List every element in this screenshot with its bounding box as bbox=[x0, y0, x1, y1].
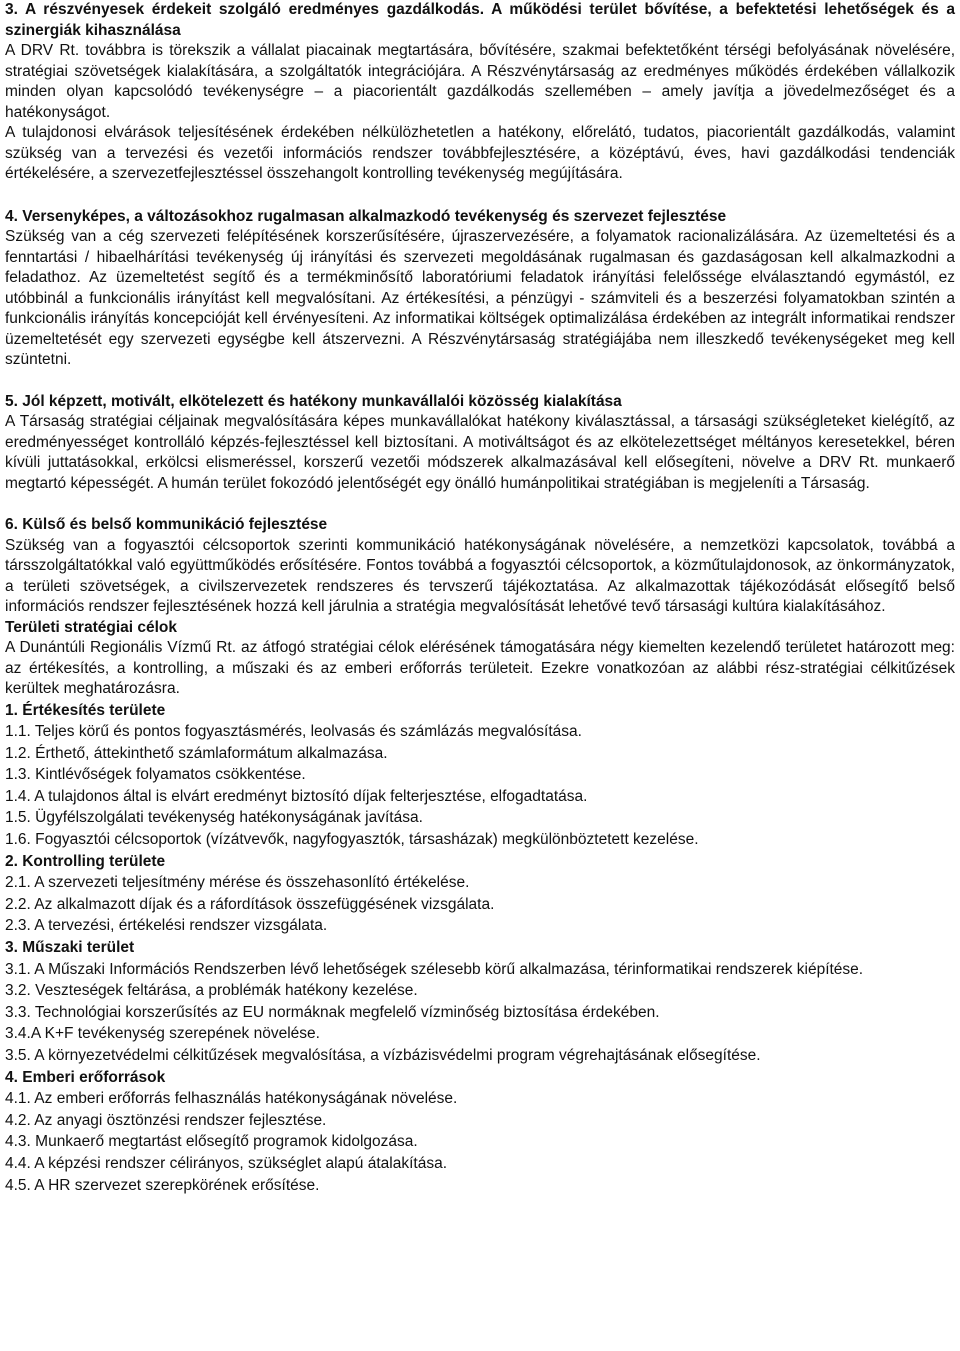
section-6-body: Szükség van a fogyasztói célcsoportok szerinti kommunikáció hatékonyságának növelésére, a nemzetközi kapcsolatok, továbbá a társszolgáltatókkal való együttműködés erősítésére. Fontos továbbá a fogyasztói célcsoportok, a közműtulajdonosok, az önkormányzatok, a területi szövetségek, a civilszervezetek rendszeres és tervszerű tájékoztatása. Az alkalmazottak tájékozódását elősegítő belső információs rendszer fejlesztésének hozzá kell járulnia a stratégia megvalósítását lehetővé tevő társasági kultúra kialakításához. bbox=[5, 536, 955, 615]
spacer bbox=[5, 371, 955, 392]
section-4-body: Szükség van a cég szervezeti felépítésének korszerűsítésére, újraszervezésére, a folyamatok racionalizálására. Az üzemeltetési és a fenntartási / hibaelhárítási tevékenység új irányítási és szervezeti megoldásának rugalmasan és gazdaságosan kell alkalmazkodni a feladathoz. Az üzemeltetést segítő és a termékminősítő laboratóriumi feladatok irányítási felelőssége elválasztandó egymástól, ez utóbbinál a funkcionális irányítást kell megvalósítani. Az értékesítési, a pénzügyi - számviteli és a beszerzési folyamatokban szintén a funkcionális irányítás koncepcióját kell érvényesíteni. Az informatikai költségek optimalizálása érdekében az integrált informatikai rendszer üzemeltetését egy szervezeti egységbe kell átszervezni. A Részvénytársaság stratégiájába nem illeszkedő tevékenységeket meg kell szüntetni. bbox=[5, 228, 955, 368]
list-item: 1.4. A tulajdonos által is elvárt eredményt biztosító díjak felterjesztése, elfogadtatása. bbox=[5, 787, 588, 805]
area-title: 4. Emberi erőforrások bbox=[5, 1068, 166, 1086]
section-3-body-2: A tulajdonosi elvárások teljesítésének érdekében nélkülözhetetlen a hatékony, előrelátó, tudatos, piacorientált gazdálkodás, valamint szükség van a tervezési és vezetői információs rendszer továbbfejlesztésére, a középtávú, éves, havi gazdálkodási tendenciák értékelésére, a szervezetfejlesztéssel összehangolt kontrolling tevékenység megújítására. bbox=[5, 124, 955, 182]
section-3-body: A DRV Rt. továbbra is törekszik a vállalat piacainak megtartására, bővítésére, szakmai befektetőként térségi befolyásának növelésére, stratégiai szövetségek kialakítására, a szolgáltatók integrációjára. A Részvénytársaság az eredményes működés érdekében vállalkozik minden olyan kapcsolódó tevékenységre – a piacorientált gazdálkodás szellemében – amely javítja a jövedelmezőséget és a hatékonyságot. bbox=[5, 42, 955, 121]
list-item: 1.5. Ügyfélszolgálati tevékenység hatékonyságának javítása. bbox=[5, 809, 423, 827]
list-item: 4.5. A HR szervezet szerepkörének erősítése. bbox=[5, 1176, 320, 1194]
list-item: 2.3. A tervezési, értékelési rendszer vizsgálata. bbox=[5, 917, 328, 935]
territorial-heading: Területi stratégiai célok bbox=[5, 618, 177, 636]
list-item: 2.2. Az alkalmazott díjak és a ráfordítások összefüggésének vizsgálata. bbox=[5, 895, 495, 913]
area-title: 2. Kontrolling területe bbox=[5, 852, 166, 870]
list-item: 3.4.A K+F tevékenység szerepének növelése. bbox=[5, 1025, 320, 1043]
section-3-heading: 3. A részvényesek érdekeit szolgáló eredményes gazdálkodás. A működési terület bővítése, a befektetési lehetőségek és a szinergiák kihasználása bbox=[5, 1, 955, 39]
spacer bbox=[5, 185, 955, 207]
list-item: 4.4. A képzési rendszer célirányos, szükséglet alapú átalakítása. bbox=[5, 1154, 447, 1172]
section-5-body: A Társaság stratégiai céljainak megvalósítására képes munkavállalókat hatékony kiválasztással, a társasági szükségleteket kielégítő, az eredményességet kontrolláló képzés-fejlesztéssel kell biztosítani. A motiváltságot és az elkötelezettséget méltányos keresetekkel, béren kívüli juttatásokkal, erkölcsi elismeréssel, korszerű vezetői módszerek alkalmazásával kell elősegíteni, növelve a DRV Rt. munkaerő megtartó képességét. A humán terület fokozódó jelentőségét egy önálló humánpolitikai stratégiában is megjeleníti a Társaság. bbox=[5, 413, 955, 492]
section-6 bbox=[5, 515, 955, 700]
area-title: 1. Értékesítés területe bbox=[5, 701, 166, 719]
spacer bbox=[5, 494, 955, 515]
list-item: 2.1. A szervezeti teljesítmény mérése és összehasonlító értékelése. bbox=[5, 874, 470, 892]
section-4 bbox=[5, 207, 955, 371]
list-item: 3.5. A környezetvédelmi célkitűzések megvalósítása, a vízbázisvédelmi program végrehajtásának elősegítése. bbox=[5, 1047, 761, 1064]
territorial-body: A Dunántúli Regionális Vízmű Rt. az átfogó stratégiai célok elérésének támogatására négy kiemelten kezelendő területet határozott meg: az értékesítés, a kontrolling, a műszaki és az emberi erőforrás területeit. Ezekre vonatkozóan az alábbi rész-stratégiai célkitűzések kerültek meghatározásra. bbox=[5, 639, 955, 697]
area-title: 3. Műszaki terület bbox=[5, 939, 135, 957]
list-item: 1.1. Teljes körű és pontos fogyasztásmérés, leolvasás és számlázás megvalósítása. bbox=[5, 723, 582, 741]
list-item: 4.2. Az anyagi ösztönzési rendszer fejlesztése. bbox=[5, 1111, 327, 1129]
section-6-heading: 6. Külső és belső kommunikáció fejlesztése bbox=[5, 516, 328, 533]
list-item: 3.2. Veszteségek feltárása, a problémák hatékony kezelése. bbox=[5, 982, 418, 1000]
section-5 bbox=[5, 392, 955, 495]
list-item: 3.3. Technológiai korszerűsítés az EU normáknak megfelelő vízminőség biztosítása érdekében. bbox=[5, 1003, 660, 1021]
list-item: 4.1. Az emberi erőforrás felhasználás hatékonyságának növelése. bbox=[5, 1090, 458, 1108]
list-item: 4.3. Munkaerő megtartást elősegítő programok kidolgozása. bbox=[5, 1133, 418, 1151]
list-item: 1.6. Fogyasztói célcsoportok (vízátvevők, nagyfogyasztók, társasházak) megkülönböztetett kezelése. bbox=[5, 831, 699, 849]
section-5-heading: 5. Jól képzett, motivált, elkötelezett és hatékony munkavállalói közösség kialakítása bbox=[5, 392, 622, 410]
section-3 bbox=[5, 0, 955, 185]
list-item: 1.3. Kintlévőségek folyamatos csökkentése. bbox=[5, 766, 306, 784]
area-list bbox=[5, 700, 955, 1197]
list-item: 1.2. Érthető, áttekinthető számlaformátum alkalmazása. bbox=[5, 744, 388, 762]
list-item: 3.1. A Műszaki Információs Rendszerben lévő lehetőségek szélesebb körű alkalmazása, térinformatikai rendszerek kiépítése. bbox=[5, 960, 864, 978]
section-4-heading: 4. Versenyképes, a változásokhoz rugalmasan alkalmazkodó tevékenység és szervezet fejlesztése bbox=[5, 207, 727, 225]
